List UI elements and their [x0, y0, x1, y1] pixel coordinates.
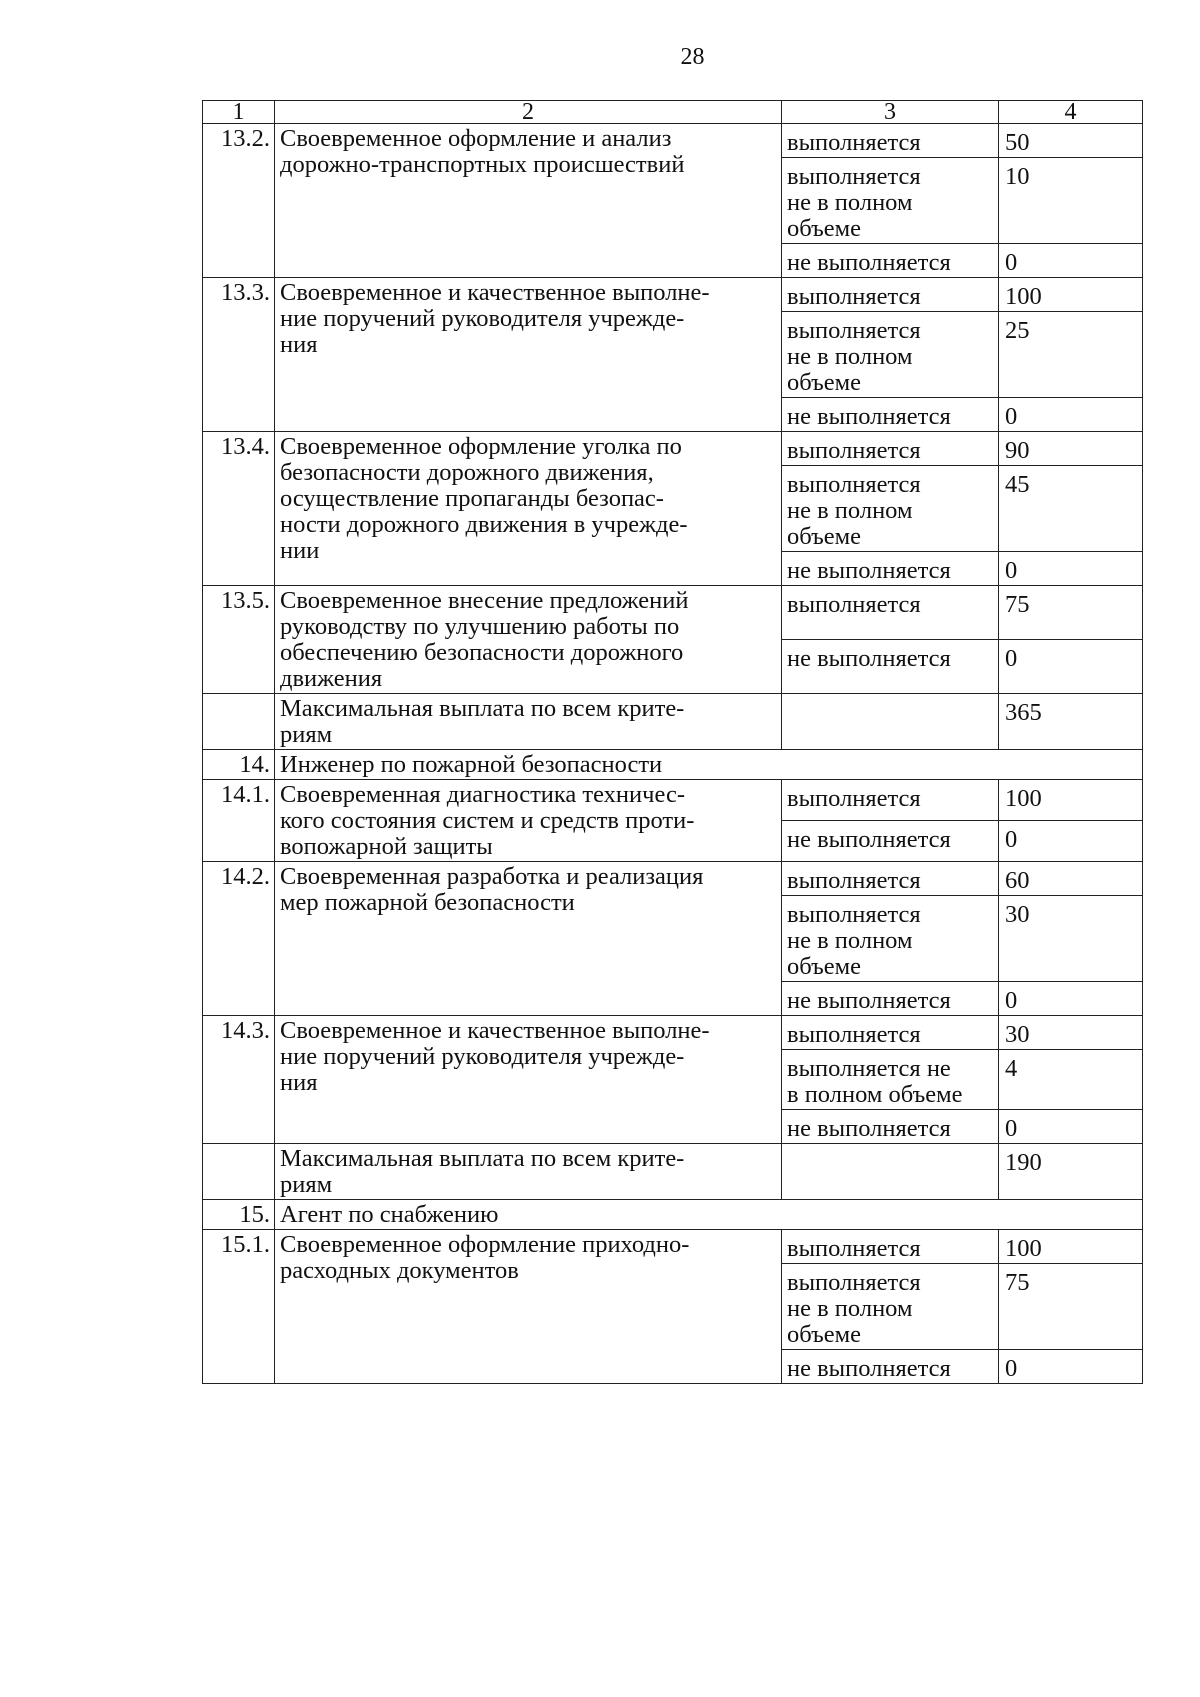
item-description: Своевременное оформление приходно- расходных документов [275, 1230, 782, 1384]
item-status: не выполняется [782, 552, 999, 586]
criteria-table [202, 100, 1143, 1384]
column-header-2: 2 [275, 101, 782, 124]
item-status: не выполняется [782, 1110, 999, 1144]
item-value: 75 [999, 586, 1143, 640]
item-value: 45 [999, 466, 1143, 552]
section-row [203, 750, 1143, 780]
total-number-cell [203, 1144, 275, 1200]
item-value: 100 [999, 278, 1143, 312]
item-value: 75 [999, 1264, 1143, 1350]
item-value: 25 [999, 312, 1143, 398]
item-value: 0 [999, 640, 1143, 694]
column-header-row [203, 101, 1143, 124]
item-value: 4 [999, 1050, 1143, 1110]
item-status: выполняется [782, 1016, 999, 1050]
item-value: 90 [999, 432, 1143, 466]
column-header-4: 4 [999, 101, 1143, 124]
item-value: 0 [999, 552, 1143, 586]
table-row [203, 586, 1143, 640]
item-number: 14.1. [203, 780, 275, 862]
item-number: 13.3. [203, 278, 275, 432]
item-number: 14.2. [203, 862, 275, 1016]
section-title: Инженер по пожарной безопасности [275, 750, 1143, 780]
total-number-cell [203, 694, 275, 750]
column-header-1: 1 [203, 101, 275, 124]
table-row [203, 1230, 1143, 1264]
total-label: Максимальная выплата по всем крите- риям [275, 1144, 782, 1200]
item-description: Своевременное внесение предложений руководству по улучшению работы по обеспечению безопасности дорожного движения [275, 586, 782, 694]
item-description: Своевременное и качественное выполне- ние поручений руководителя учрежде- ния [275, 1016, 782, 1144]
item-description: Своевременная разработка и реализация мер пожарной безопасности [275, 862, 782, 1016]
item-status: не выполняется [782, 244, 999, 278]
item-value: 50 [999, 124, 1143, 158]
item-value: 0 [999, 398, 1143, 432]
item-value: 0 [999, 1350, 1143, 1384]
item-value: 0 [999, 244, 1143, 278]
item-status: выполняется [782, 278, 999, 312]
item-number: 13.5. [203, 586, 275, 694]
item-number: 13.2. [203, 124, 275, 278]
column-header-3: 3 [782, 101, 999, 124]
item-status: выполняется не в полном объеме [782, 896, 999, 982]
item-number: 14.3. [203, 1016, 275, 1144]
item-status: выполняется [782, 1230, 999, 1264]
table-row [203, 862, 1143, 896]
item-status: выполняется [782, 862, 999, 896]
item-status: выполняется не в полном объеме [782, 1264, 999, 1350]
item-status: не выполняется [782, 821, 999, 862]
total-row [203, 694, 1143, 750]
item-value: 0 [999, 821, 1143, 862]
item-status: не выполняется [782, 982, 999, 1016]
total-row [203, 1144, 1143, 1200]
total-status-cell [782, 1144, 999, 1200]
item-description: Своевременная диагностика техничес- кого состояния систем и средств проти- вопожарной защиты [275, 780, 782, 862]
total-status-cell [782, 694, 999, 750]
total-label: Максимальная выплата по всем крите- риям [275, 694, 782, 750]
item-status: выполняется не в полном объеме [782, 1050, 999, 1110]
total-value: 190 [999, 1144, 1143, 1200]
item-status: не выполняется [782, 640, 999, 694]
item-number: 15.1. [203, 1230, 275, 1384]
section-row [203, 1200, 1143, 1230]
item-number: 13.4. [203, 432, 275, 586]
item-value: 100 [999, 780, 1143, 821]
item-value: 100 [999, 1230, 1143, 1264]
item-status: выполняется не в полном объеме [782, 158, 999, 244]
item-status: не выполняется [782, 1350, 999, 1384]
item-value: 30 [999, 896, 1143, 982]
item-status: выполняется [782, 124, 999, 158]
item-status: выполняется [782, 432, 999, 466]
page-number: 28 [680, 44, 705, 70]
item-value: 0 [999, 1110, 1143, 1144]
section-title: Агент по снабжению [275, 1200, 1143, 1230]
item-description: Своевременное оформление и анализ дорожно-транспортных происшествий [275, 124, 782, 278]
table-row [203, 432, 1143, 466]
item-status: выполняется не в полном объеме [782, 312, 999, 398]
table-row [203, 124, 1143, 158]
section-number: 14. [203, 750, 275, 780]
item-value: 60 [999, 862, 1143, 896]
item-value: 30 [999, 1016, 1143, 1050]
item-value: 10 [999, 158, 1143, 244]
item-status: выполняется не в полном объеме [782, 466, 999, 552]
item-status: не выполняется [782, 398, 999, 432]
table-row [203, 1016, 1143, 1050]
item-status: выполняется [782, 780, 999, 821]
item-status: выполняется [782, 586, 999, 640]
item-description: Своевременное оформление уголка по безопасности дорожного движения, осуществление пропаганды безопас- ности дорожного движения в учрежде- нии [275, 432, 782, 586]
table-row [203, 780, 1143, 821]
item-value: 0 [999, 982, 1143, 1016]
section-number: 15. [203, 1200, 275, 1230]
total-value: 365 [999, 694, 1143, 750]
item-description: Своевременное и качественное выполне- ние поручений руководителя учрежде- ния [275, 278, 782, 432]
table-row [203, 278, 1143, 312]
